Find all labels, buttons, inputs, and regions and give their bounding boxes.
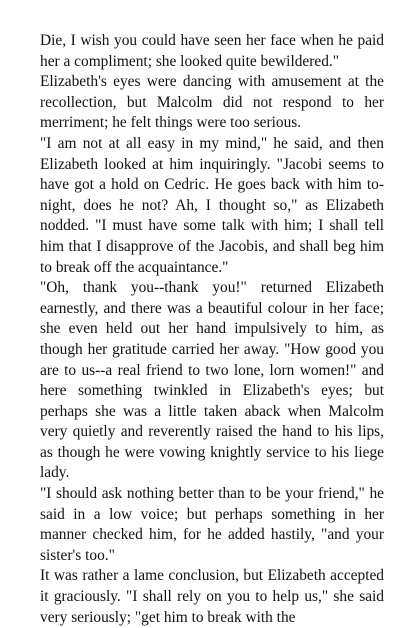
paragraph-5: "I should ask nothing better than to be your friend," he said in a low voice; but perhaps something in her manner checked him, for he added hastily, "and your sister's too." — [40, 485, 384, 564]
document-page — [40, 31, 384, 628]
paragraph-4: "Oh, thank you--thank you!" returned Elizabeth earnestly, and there was a beautiful colour in her face; she even held out her hand impulsively to him, as though her gratitude carried her away. "How good you are to us--a real friend to two lone, lorn women!" and here something twinkled in Elizabeth's eyes; but perhaps she was a little taken aback when Malcolm very quietly and reverently raised the hand to his lips, as though he were vowing knightly service to his liege lady. — [40, 279, 384, 482]
paragraph-6: It was rather a lame conclusion, but Elizabeth accepted it graciously. "I shall rely on you to help us," she said very seriously; "get him to break with the — [40, 567, 384, 626]
paragraph-1: Die, I wish you could have seen her face when he paid her a compliment; she looked quite bewildered." — [40, 32, 384, 70]
paragraph-2: Elizabeth's eyes were dancing with amusement at the recollection, but Malcolm did not respond to her merriment; he felt things were too serious. — [40, 73, 384, 132]
paragraph-3: "I am not at all easy in my mind," he said, and then Elizabeth looked at him inquiringly. "Jacobi seems to have got a hold on Cedric. He goes back with him to-night, does he not? Ah, I thought so," as Elizabeth nodded. "I must have some talk with him; I shall tell him that I disapprove of the Jacobis, and shall beg him to break off the acquaintance." — [40, 134, 384, 276]
